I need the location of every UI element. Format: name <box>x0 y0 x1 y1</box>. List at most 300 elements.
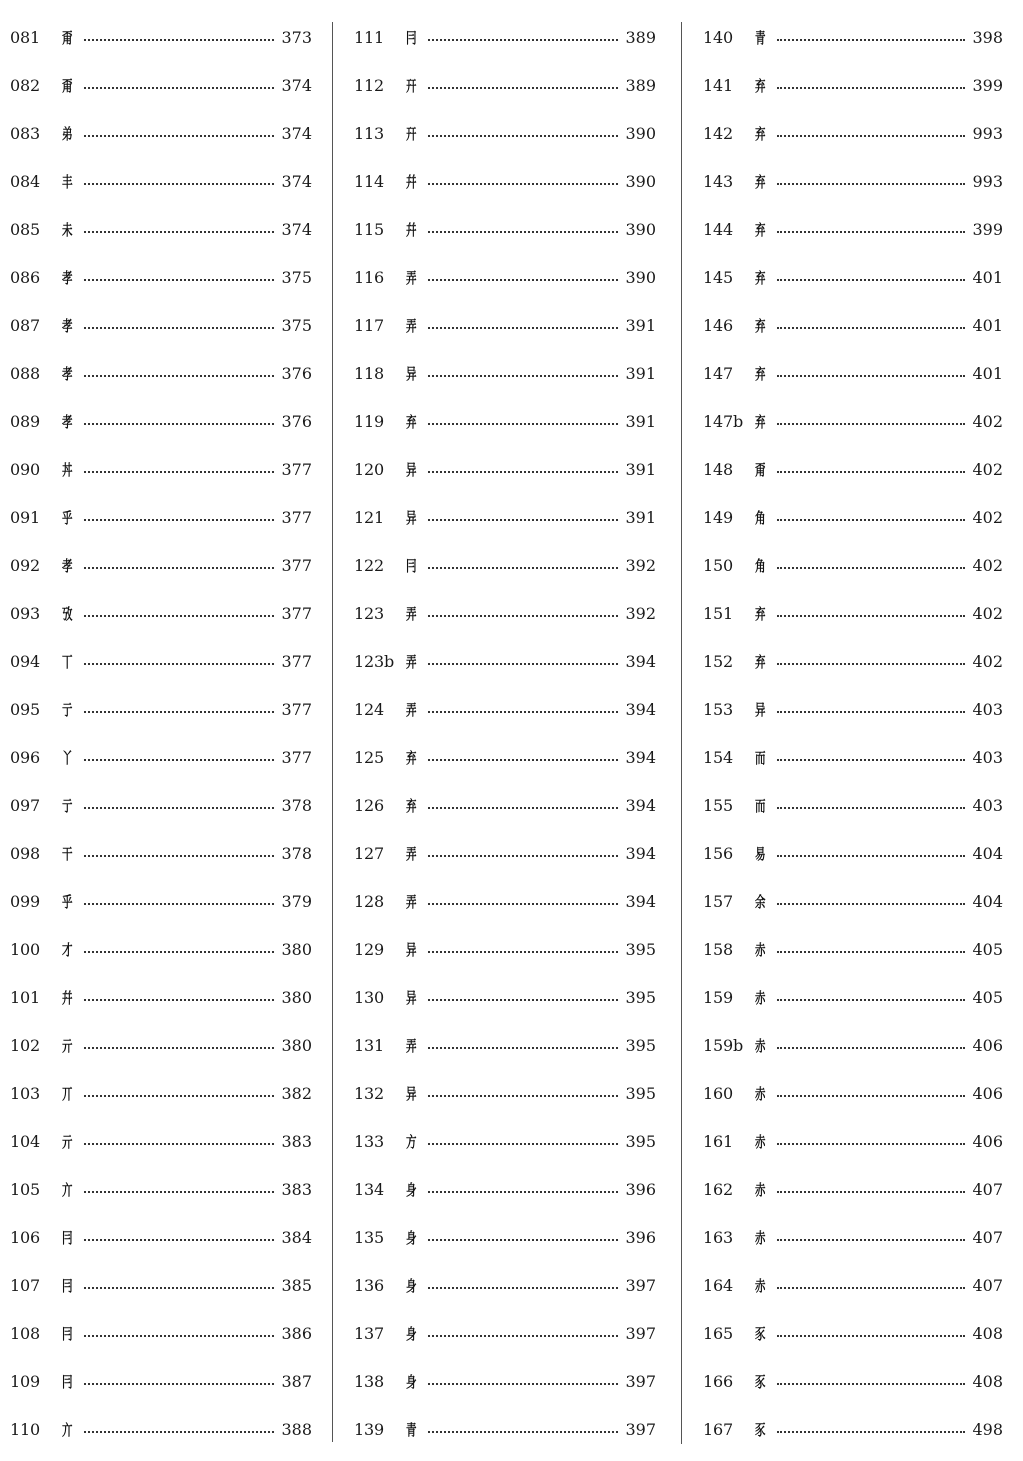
entry-page-number: 406 <box>972 1084 1003 1103</box>
entry-character: 身 <box>406 1372 417 1391</box>
entry-page-number: 383 <box>281 1132 312 1151</box>
index-entry <box>354 398 656 446</box>
entry-number: 091 <box>10 508 40 527</box>
entry-page-number: 385 <box>281 1276 312 1295</box>
index-entry <box>703 1118 1003 1166</box>
entry-page-number: 401 <box>972 268 1003 287</box>
dot-leader <box>777 39 965 41</box>
index-entry <box>354 1070 656 1118</box>
dot-leader <box>428 663 618 665</box>
index-entry <box>703 62 1003 110</box>
index-entry <box>10 878 312 926</box>
dot-leader <box>428 1191 618 1193</box>
dot-leader <box>84 519 274 521</box>
entry-number: 136 <box>354 1276 384 1295</box>
entry-character: 亓 <box>62 1132 73 1151</box>
entry-page-number: 378 <box>281 796 312 815</box>
dot-leader <box>428 711 618 713</box>
dot-leader <box>428 1335 618 1337</box>
entry-number: 164 <box>703 1276 733 1295</box>
entry-page-number: 390 <box>625 124 656 143</box>
dot-leader <box>84 327 274 329</box>
entry-number: 124 <box>354 700 384 719</box>
entry-page-number: 392 <box>625 556 656 575</box>
entry-character: 才 <box>62 940 73 959</box>
entry-number: 098 <box>10 844 40 863</box>
entry-number: 147 <box>703 364 733 383</box>
entry-character: 赤 <box>755 940 766 959</box>
entry-page-number: 377 <box>281 748 312 767</box>
entry-page-number: 407 <box>972 1228 1003 1247</box>
entry-character: 弄 <box>406 700 417 719</box>
entry-page-number: 403 <box>972 700 1003 719</box>
dot-leader <box>777 87 965 89</box>
dot-leader <box>84 999 274 1001</box>
entry-character: 弄 <box>406 892 417 911</box>
entry-number: 139 <box>354 1420 384 1439</box>
entry-page-number: 403 <box>972 748 1003 767</box>
entry-character: 弄 <box>406 316 417 335</box>
dot-leader <box>84 1143 274 1145</box>
index-entry <box>354 1406 656 1454</box>
entry-page-number: 377 <box>281 556 312 575</box>
entry-page-number: 375 <box>281 316 312 335</box>
entry-character: 身 <box>406 1276 417 1295</box>
dot-leader <box>84 903 274 905</box>
index-entry <box>10 590 312 638</box>
entry-number: 106 <box>10 1228 40 1247</box>
index-entry <box>10 830 312 878</box>
entry-character: 赤 <box>755 1132 766 1151</box>
dot-leader <box>777 999 965 1001</box>
index-entry <box>10 1262 312 1310</box>
entry-page-number: 402 <box>972 508 1003 527</box>
entry-character: 弃 <box>406 796 417 815</box>
dot-leader <box>777 1383 965 1385</box>
entry-number: 163 <box>703 1228 733 1247</box>
entry-character: 方 <box>406 1132 417 1151</box>
entry-number: 092 <box>10 556 40 575</box>
entry-page-number: 398 <box>972 28 1003 47</box>
dot-leader <box>84 375 274 377</box>
index-entry <box>10 1118 312 1166</box>
entry-page-number: 394 <box>625 844 656 863</box>
entry-page-number: 405 <box>972 988 1003 1007</box>
entry-page-number: 397 <box>625 1276 656 1295</box>
entry-page-number: 384 <box>281 1228 312 1247</box>
entry-character: 赤 <box>755 1228 766 1247</box>
entry-character: 弃 <box>755 76 766 95</box>
entry-number: 090 <box>10 460 40 479</box>
index-entry <box>354 302 656 350</box>
dot-leader <box>428 807 618 809</box>
entry-number: 117 <box>354 316 384 335</box>
entry-number: 099 <box>10 892 40 911</box>
index-entry <box>703 1310 1003 1358</box>
dot-leader <box>777 135 965 137</box>
entry-character: 冃 <box>406 28 417 47</box>
entry-page-number: 408 <box>972 1372 1003 1391</box>
entry-number: 144 <box>703 220 733 239</box>
dot-leader <box>777 951 965 953</box>
index-entry <box>354 878 656 926</box>
entry-character: 异 <box>406 940 417 959</box>
entry-number: 159b <box>703 1036 743 1055</box>
entry-character: 冃 <box>62 1324 73 1343</box>
dot-leader <box>84 855 274 857</box>
entry-number: 115 <box>354 220 384 239</box>
index-entry <box>703 398 1003 446</box>
entry-number: 154 <box>703 748 733 767</box>
dot-leader <box>84 759 274 761</box>
index-entry <box>703 830 1003 878</box>
entry-page-number: 406 <box>972 1036 1003 1055</box>
entry-character: 异 <box>406 364 417 383</box>
entry-character: 余 <box>755 892 766 911</box>
entry-character: 弃 <box>406 412 417 431</box>
entry-page-number: 394 <box>625 748 656 767</box>
index-entry <box>10 14 312 62</box>
dot-leader <box>777 471 965 473</box>
dot-leader <box>777 1047 965 1049</box>
dot-leader <box>84 1239 274 1241</box>
entry-character: 豕 <box>755 1324 766 1343</box>
dot-leader <box>84 951 274 953</box>
entry-character: 幵 <box>406 124 417 143</box>
dot-leader <box>84 135 274 137</box>
entry-character: 干 <box>62 844 73 863</box>
index-entry <box>10 926 312 974</box>
entry-character: 亍 <box>62 700 73 719</box>
dot-leader <box>84 807 274 809</box>
entry-character: 身 <box>406 1324 417 1343</box>
entry-number: 118 <box>354 364 384 383</box>
entry-character: 丌 <box>62 1084 73 1103</box>
index-entry <box>10 1358 312 1406</box>
entry-character: 易 <box>755 844 766 863</box>
index-entry <box>703 686 1003 734</box>
index-column-2 <box>354 14 656 1454</box>
entry-page-number: 390 <box>625 268 656 287</box>
entry-page-number: 391 <box>625 364 656 383</box>
entry-page-number: 402 <box>972 460 1003 479</box>
dot-leader <box>777 663 965 665</box>
index-entry <box>703 302 1003 350</box>
dot-leader <box>777 375 965 377</box>
entry-number: 156 <box>703 844 733 863</box>
entry-number: 132 <box>354 1084 384 1103</box>
index-entry <box>703 494 1003 542</box>
entry-number: 103 <box>10 1084 40 1103</box>
entry-page-number: 408 <box>972 1324 1003 1343</box>
index-entry <box>703 206 1003 254</box>
entry-number: 151 <box>703 604 733 623</box>
entry-character: 弃 <box>755 412 766 431</box>
index-entry <box>354 206 656 254</box>
index-entry <box>10 1022 312 1070</box>
entry-character: 乎 <box>62 892 73 911</box>
entry-character: 亣 <box>62 1420 73 1439</box>
entry-number: 133 <box>354 1132 384 1151</box>
entry-page-number: 395 <box>625 988 656 1007</box>
entry-number: 108 <box>10 1324 40 1343</box>
entry-number: 113 <box>354 124 384 143</box>
dot-leader <box>428 1095 618 1097</box>
index-entry <box>703 1262 1003 1310</box>
entry-number: 128 <box>354 892 384 911</box>
entry-page-number: 382 <box>281 1084 312 1103</box>
entry-character: 异 <box>406 988 417 1007</box>
entry-number: 161 <box>703 1132 733 1151</box>
entry-page-number: 407 <box>972 1276 1003 1295</box>
entry-page-number: 377 <box>281 508 312 527</box>
dot-leader <box>84 711 274 713</box>
dot-leader <box>777 759 965 761</box>
index-entry <box>10 734 312 782</box>
dot-leader <box>84 1047 274 1049</box>
entry-character: 攷 <box>62 604 73 623</box>
entry-number: 137 <box>354 1324 384 1343</box>
entry-character: 幷 <box>406 172 417 191</box>
entry-number: 119 <box>354 412 384 431</box>
index-entry <box>10 446 312 494</box>
index-entry <box>354 638 656 686</box>
entry-character: 弃 <box>755 316 766 335</box>
index-entry <box>703 446 1003 494</box>
entry-page-number: 394 <box>625 796 656 815</box>
entry-number: 097 <box>10 796 40 815</box>
entry-number: 123 <box>354 604 384 623</box>
dot-leader <box>428 903 618 905</box>
dot-leader <box>84 183 274 185</box>
entry-page-number: 374 <box>281 124 312 143</box>
entry-page-number: 397 <box>625 1372 656 1391</box>
entry-page-number: 391 <box>625 412 656 431</box>
entry-page-number: 395 <box>625 1036 656 1055</box>
entry-character: 孝 <box>62 556 73 575</box>
dot-leader <box>428 423 618 425</box>
index-entry <box>354 782 656 830</box>
entry-number: 166 <box>703 1372 733 1391</box>
dot-leader <box>428 951 618 953</box>
dot-leader <box>428 999 618 1001</box>
entry-page-number: 403 <box>972 796 1003 815</box>
entry-character: 冃 <box>62 1228 73 1247</box>
entry-character: 赤 <box>755 1180 766 1199</box>
entry-page-number: 374 <box>281 172 312 191</box>
entry-character: 丰 <box>62 172 73 191</box>
entry-page-number: 401 <box>972 316 1003 335</box>
index-entry <box>703 638 1003 686</box>
dot-leader <box>777 279 965 281</box>
entry-number: 165 <box>703 1324 733 1343</box>
index-entry <box>354 590 656 638</box>
entry-number: 162 <box>703 1180 733 1199</box>
entry-page-number: 395 <box>625 1084 656 1103</box>
entry-character: 弃 <box>755 652 766 671</box>
entry-page-number: 387 <box>281 1372 312 1391</box>
index-entry <box>703 254 1003 302</box>
index-entry <box>354 350 656 398</box>
entry-character: 异 <box>406 460 417 479</box>
index-entry <box>354 734 656 782</box>
entry-number: 150 <box>703 556 733 575</box>
index-entry <box>703 542 1003 590</box>
entry-character: 未 <box>62 220 73 239</box>
dot-leader <box>777 1095 965 1097</box>
entry-character: 甭 <box>755 460 766 479</box>
entry-character: 甭 <box>62 76 73 95</box>
entry-page-number: 394 <box>625 892 656 911</box>
entry-number: 126 <box>354 796 384 815</box>
entry-page-number: 388 <box>281 1420 312 1439</box>
dot-leader <box>84 1335 274 1337</box>
index-entry <box>10 686 312 734</box>
dot-leader <box>428 375 618 377</box>
entry-number: 157 <box>703 892 733 911</box>
index-entry <box>10 350 312 398</box>
entry-character: 幷 <box>62 988 73 1007</box>
dot-leader <box>428 279 618 281</box>
dot-leader <box>777 1287 965 1289</box>
entry-number: 087 <box>10 316 40 335</box>
entry-page-number: 373 <box>281 28 312 47</box>
entry-number: 083 <box>10 124 40 143</box>
entry-number: 145 <box>703 268 733 287</box>
entry-number: 110 <box>10 1420 40 1439</box>
dot-leader <box>777 615 965 617</box>
entry-number: 101 <box>10 988 40 1007</box>
entry-character: 弃 <box>755 220 766 239</box>
index-entry <box>354 926 656 974</box>
entry-character: 弟 <box>62 124 73 143</box>
index-entry <box>10 398 312 446</box>
entry-page-number: 395 <box>625 940 656 959</box>
dot-leader <box>428 39 618 41</box>
entry-number: 146 <box>703 316 733 335</box>
entry-page-number: 402 <box>972 604 1003 623</box>
index-entry <box>10 494 312 542</box>
entry-page-number: 404 <box>972 892 1003 911</box>
index-entry <box>703 782 1003 830</box>
entry-character: 亣 <box>62 1180 73 1199</box>
index-entry <box>703 1406 1003 1454</box>
entry-number: 129 <box>354 940 384 959</box>
entry-page-number: 376 <box>281 412 312 431</box>
entry-character: 丼 <box>62 460 73 479</box>
entry-number: 122 <box>354 556 384 575</box>
entry-character: 冃 <box>62 1276 73 1295</box>
dot-leader <box>84 1191 274 1193</box>
index-entry <box>354 686 656 734</box>
index-entry <box>354 110 656 158</box>
entry-page-number: 395 <box>625 1132 656 1151</box>
entry-number: 141 <box>703 76 733 95</box>
entry-page-number: 396 <box>625 1180 656 1199</box>
entry-character: 孝 <box>62 316 73 335</box>
index-entry <box>703 14 1003 62</box>
entry-character: 弄 <box>406 1036 417 1055</box>
entry-number: 082 <box>10 76 40 95</box>
entry-number: 147b <box>703 412 743 431</box>
dot-leader <box>777 1143 965 1145</box>
dot-leader <box>777 711 965 713</box>
entry-character: 赤 <box>755 988 766 1007</box>
entry-number: 104 <box>10 1132 40 1151</box>
index-entry <box>703 878 1003 926</box>
entry-number: 120 <box>354 460 384 479</box>
dot-leader <box>428 615 618 617</box>
entry-character: 身 <box>406 1180 417 1199</box>
entry-number: 167 <box>703 1420 733 1439</box>
entry-character: 甭 <box>62 28 73 47</box>
entry-page-number: 402 <box>972 556 1003 575</box>
entry-page-number: 377 <box>281 652 312 671</box>
dot-leader <box>777 1431 965 1433</box>
entry-page-number: 379 <box>281 892 312 911</box>
dot-leader <box>84 279 274 281</box>
entry-number: 107 <box>10 1276 40 1295</box>
entry-number: 123b <box>354 652 394 671</box>
entry-number: 089 <box>10 412 40 431</box>
entry-number: 130 <box>354 988 384 1007</box>
column-divider <box>681 22 682 1444</box>
index-entry <box>354 14 656 62</box>
index-entry <box>703 1166 1003 1214</box>
entry-number: 095 <box>10 700 40 719</box>
index-entry <box>354 254 656 302</box>
entry-page-number: 402 <box>972 412 1003 431</box>
entry-number: 131 <box>354 1036 384 1055</box>
entry-character: 幷 <box>406 220 417 239</box>
entry-character: 孝 <box>62 268 73 287</box>
index-entry <box>354 158 656 206</box>
entry-page-number: 389 <box>625 76 656 95</box>
dot-leader <box>428 471 618 473</box>
dot-leader <box>428 135 618 137</box>
entry-character: 豕 <box>755 1372 766 1391</box>
entry-page-number: 397 <box>625 1324 656 1343</box>
index-entry <box>10 158 312 206</box>
dot-leader <box>84 663 274 665</box>
entry-number: 143 <box>703 172 733 191</box>
entry-character: 冃 <box>62 1372 73 1391</box>
dot-leader <box>84 1095 274 1097</box>
entry-number: 081 <box>10 28 40 47</box>
entry-number: 094 <box>10 652 40 671</box>
dot-leader <box>777 1335 965 1337</box>
entry-character: 丅 <box>62 652 73 671</box>
entry-page-number: 392 <box>625 604 656 623</box>
entry-page-number: 377 <box>281 460 312 479</box>
entry-number: 116 <box>354 268 384 287</box>
entry-page-number: 397 <box>625 1420 656 1439</box>
entry-page-number: 383 <box>281 1180 312 1199</box>
entry-page-number: 376 <box>281 364 312 383</box>
entry-number: 085 <box>10 220 40 239</box>
entry-character: 豕 <box>755 1420 766 1439</box>
entry-page-number: 375 <box>281 268 312 287</box>
entry-number: 134 <box>354 1180 384 1199</box>
entry-page-number: 377 <box>281 604 312 623</box>
dot-leader <box>428 1143 618 1145</box>
index-entry <box>703 926 1003 974</box>
entry-character: 弃 <box>755 268 766 287</box>
index-entry <box>703 1214 1003 1262</box>
entry-page-number: 391 <box>625 316 656 335</box>
entry-page-number: 390 <box>625 220 656 239</box>
index-entry <box>10 542 312 590</box>
